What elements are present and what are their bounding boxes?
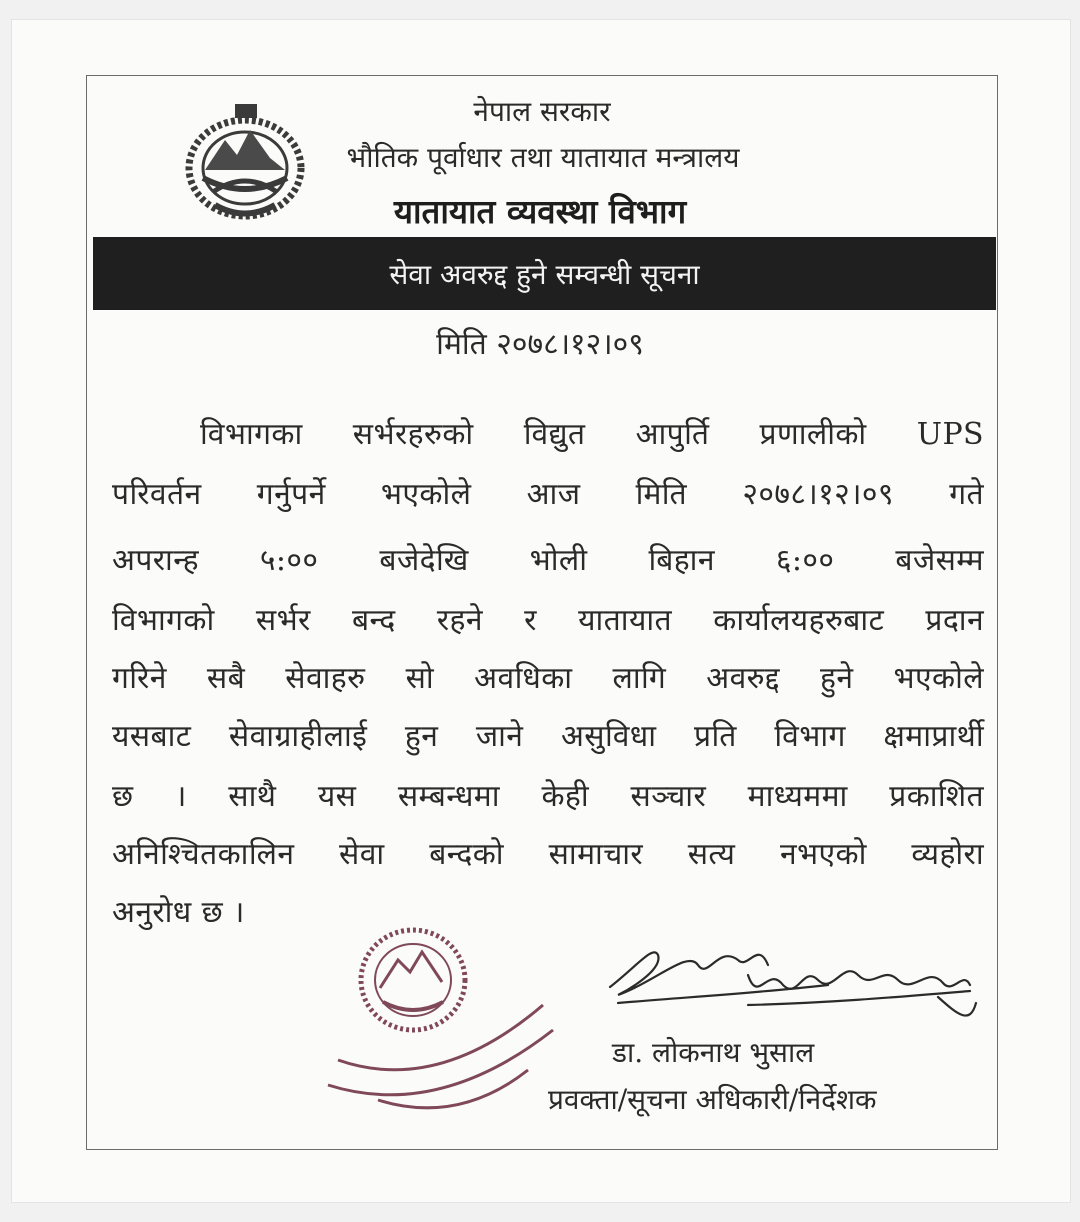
notice-line: विभागका सर्भरहरुको विद्युत आपुर्ति प्रणालीको UPS: [200, 417, 984, 452]
government-name: नेपाल सरकार: [473, 95, 611, 128]
notice-line: परिवर्तन गर्नुपर्ने भएकोले आज मिति २०७८।१२।०९ गते: [112, 477, 984, 512]
notice-line: विभागको सर्भर बन्द रहने र यातायात कार्यालयहरुबाट प्रदान: [112, 603, 984, 638]
notice-line: अनुरोध छ ।: [112, 895, 245, 930]
notice-line: अपरान्ह ५:०० बजेदेखि भोली बिहान ६:०० बजेसम्म: [112, 543, 984, 578]
notice-line: यसबाट सेवाग्राहीलाई हुन जाने असुविधा प्रति विभाग क्षमाप्रार्थी: [112, 719, 984, 754]
notice-title: सेवा अवरुद्द हुने सम्वन्धी सूचना: [389, 258, 700, 291]
nepal-emblem-icon: [175, 100, 315, 225]
signatory-name: डा. लोकनाथ भुसाल: [612, 1036, 815, 1069]
notice-date: मिति २०७८।१२।०९: [436, 327, 644, 362]
notice-line: छ । साथै यस सम्बन्धमा केही सञ्चार माध्यममा प्रकाशित: [112, 779, 984, 814]
notice-line: गरिने सबै सेवाहरु सो अवधिका लागि अवरुद्द हुने भएकोले: [112, 661, 984, 696]
ministry-name: भौतिक पूर्वाधार तथा यातायात मन्त्रालय: [346, 141, 740, 174]
handwritten-signature: [598, 925, 983, 1035]
notice-line: अनिश्चितकालिन सेवा बन्दको सामाचार सत्य नभएको व्यहोरा: [112, 837, 984, 872]
signatory-title: प्रवक्ता/सूचना अधिकारी/निर्देशक: [548, 1083, 877, 1116]
department-seal-stamp: [318, 910, 563, 1135]
notice-title-banner: [93, 237, 996, 310]
department-name: यातायात व्यवस्था विभाग: [393, 192, 687, 231]
